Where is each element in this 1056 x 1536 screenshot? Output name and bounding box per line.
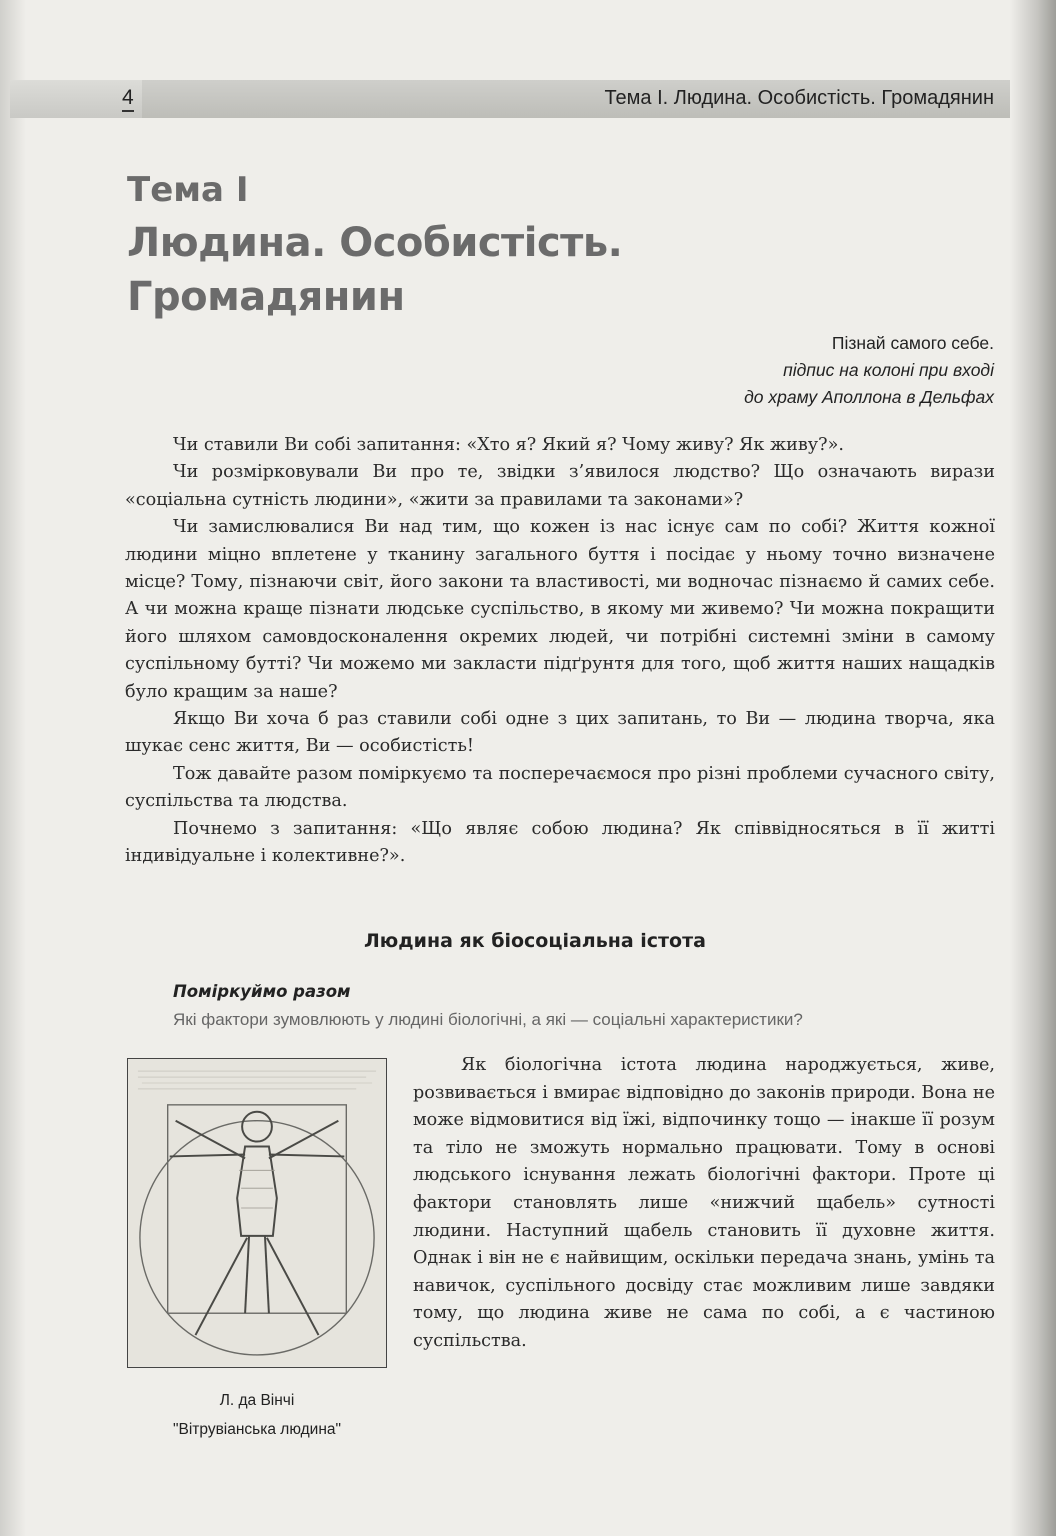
epigraph-source-2: до храму Аполлона в Дельфах bbox=[744, 387, 994, 407]
paragraph: Тож давайте разом поміркуємо та посперечаємося про різні проблеми сучасного світу, суспільства та людства. bbox=[125, 763, 995, 812]
chapter-title-line-1: Людина. Особистість. bbox=[127, 220, 623, 266]
paragraph: Як біологічна істота людина народжується, живе, розвивається і вмирає відповідно до законів природи. Вона не може відмовитися від їжі, відпочинку тощо — інакше її розум та тіло не зможуть нормально працювати. Тому в основі людського існування лежать біологічні фактори. Проте ці фактори становлять лише «нижчий щабель» сутності людини. Наступний щабель становить її духовне життя. Однак і він не є найвищим, оскільки передача знань, умінь та навичок, суспільного досвіду стає можливим лише завдяки тому, що людина живе не сама по собі, а є частиною суспільства. bbox=[413, 1055, 995, 1351]
biological-text bbox=[413, 1052, 995, 1356]
epigraph bbox=[744, 330, 994, 411]
page-edge-shadow-left bbox=[0, 0, 26, 1536]
paragraph: Чи ставили Ви собі запитання: «Хто я? Який я? Чому живу? Як живу?». bbox=[173, 435, 844, 455]
caption-title: "Вітрувіанська людина" bbox=[172, 1421, 342, 1438]
paragraph: Чи розмірковували Ви про те, звідки з’явилося людство? Що означають вирази «соціальна сутність людини», «жити за правилами та законами»? bbox=[125, 462, 995, 510]
think-together-title: Поміркуймо разом bbox=[173, 982, 351, 1001]
caption-author: Л. да Вінчі bbox=[219, 1392, 295, 1409]
paragraph: Якщо Ви хоча б раз ставили собі одне з цих запитань, то Ви — людина творча, яка шукає сенс життя, Ви — особистість! bbox=[125, 709, 995, 757]
page-edge-shadow-right bbox=[1010, 0, 1056, 1536]
epigraph-quote: Пізнай самого себе. bbox=[831, 333, 994, 353]
page-number: 4 bbox=[122, 86, 134, 112]
theme-label: Тема І bbox=[127, 170, 249, 210]
vitruvian-man-drawing bbox=[128, 1059, 386, 1367]
running-title: Тема І. Людина. Особистість. Громадянин bbox=[604, 87, 994, 109]
chapter-title-line-2: Громадянин bbox=[127, 274, 405, 320]
epigraph-source-1: підпис на колоні при вході bbox=[783, 360, 994, 380]
intro-text bbox=[125, 432, 995, 871]
think-together-question: Які фактори зумовлюють у людині біологічні, а які — соціальні характеристики? bbox=[173, 1010, 803, 1029]
section-heading: Людина як біосоціальна істота bbox=[364, 930, 706, 952]
chapter-title bbox=[127, 216, 622, 324]
paragraph: Чи замислювалися Ви над тим, що кожен із нас існує сам по собі? Життя кожної людини міцно вплетене у тканину загального буття і посідає у ньому точно визначене місце? Тому, пізнаючи світ, його закони та властивості, ми водночас пізнаємо й самих себе. А чи можна краще пізнати людське суспільство, в якому ми живемо? Чи можна покращити його шляхом самовдосконалення окремих людей, чи потрібні системні зміни в самому суспільному бутті? Чи можемо ми закласти підґрунтя для того, щоб життя наших нащадків було кращим за наше? bbox=[125, 517, 995, 702]
figure-caption bbox=[127, 1386, 387, 1444]
paragraph: Почнемо з запитання: «Що являє собою людина? Як співвідносяться в її житті індивідуальне і колективне?». bbox=[125, 818, 995, 867]
vitruvian-man-illustration bbox=[127, 1058, 387, 1368]
